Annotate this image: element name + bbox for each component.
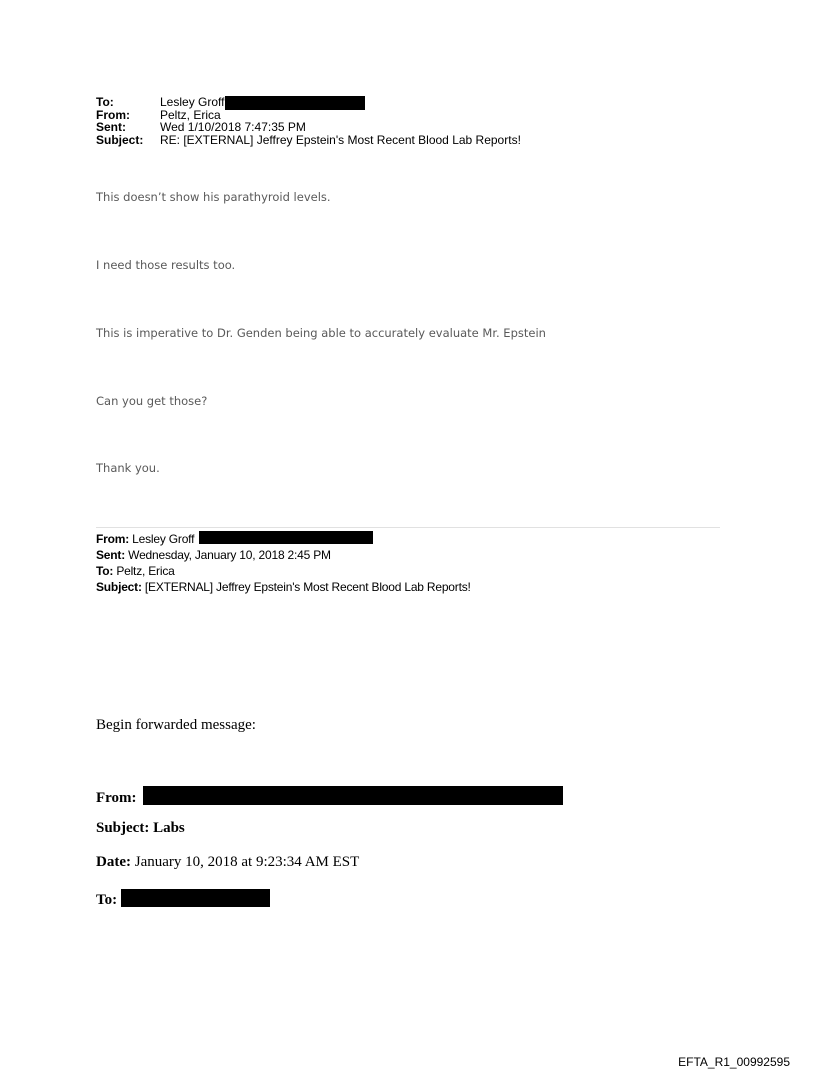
forwarded-from-row: [96, 786, 563, 807]
document-id: EFTA_R1_00992595: [678, 1055, 790, 1069]
body-line-4: Can you get those?: [96, 394, 208, 408]
quoted-subject-row: [96, 579, 471, 595]
forwarded-subject-row: [96, 820, 185, 837]
quoted-from-row: [96, 531, 471, 547]
forwarded-from-label: From:: [96, 790, 137, 806]
header-to-label: To:: [96, 95, 114, 109]
header-to-row: [96, 96, 716, 109]
header-subject-value: RE: [EXTERNAL] Jeffrey Epstein's Most Recent Blood Lab Reports!: [160, 132, 521, 147]
quoted-from-value: Lesley Groff: [132, 532, 195, 546]
header-sent-row: [96, 121, 716, 134]
redaction-block: [199, 531, 373, 544]
body-line-1: This doesn’t show his parathyroid levels.: [96, 190, 331, 204]
header-subject-label: Subject:: [96, 132, 144, 147]
header-from-value: Peltz, Erica: [160, 107, 221, 122]
forwarded-subject-label: Subject:: [96, 820, 150, 836]
quoted-sent-label: Sent:: [96, 548, 126, 562]
redaction-block: [143, 786, 563, 805]
quoted-header: [96, 531, 471, 595]
redaction-block: [225, 96, 365, 110]
quoted-to-value: Peltz, Erica: [116, 564, 175, 578]
body-line-5: Thank you.: [96, 461, 160, 475]
forwarded-subject-value: Labs: [153, 820, 185, 836]
quoted-to-label: To:: [96, 564, 114, 578]
email-header: [96, 96, 716, 146]
quoted-from-label: From:: [96, 532, 129, 546]
forwarded-intro: Begin forwarded message:: [96, 717, 256, 733]
forwarded-to-label: To:: [96, 892, 118, 908]
redaction-block: [121, 889, 270, 907]
quoted-subject-label: Subject:: [96, 580, 142, 594]
body-line-3: This is imperative to Dr. Genden being able to accurately evaluate Mr. Epstein: [96, 326, 546, 340]
forwarded-date-label: Date:: [96, 854, 131, 870]
header-to-value: Lesley Groff: [160, 95, 225, 109]
header-sent-label: Sent:: [96, 120, 126, 134]
forwarded-date-row: [96, 854, 359, 871]
quoted-sent-row: [96, 547, 471, 563]
quoted-to-row: [96, 563, 471, 579]
body-line-2: I need those results too.: [96, 258, 236, 272]
header-from-label: From:: [96, 107, 130, 122]
quoted-sent-value: Wednesday, January 10, 2018 2:45 PM: [128, 548, 331, 562]
quoted-subject-value: [EXTERNAL] Jeffrey Epstein's Most Recent Blood Lab Reports!: [144, 580, 471, 594]
header-sent-value: Wed 1/10/2018 7:47:35 PM: [160, 120, 306, 134]
forwarded-date-value: January 10, 2018 at 9:23:34 AM EST: [134, 854, 360, 870]
quote-divider: [96, 527, 720, 528]
header-subject-row: [96, 134, 716, 147]
forwarded-to-row: [96, 889, 270, 909]
